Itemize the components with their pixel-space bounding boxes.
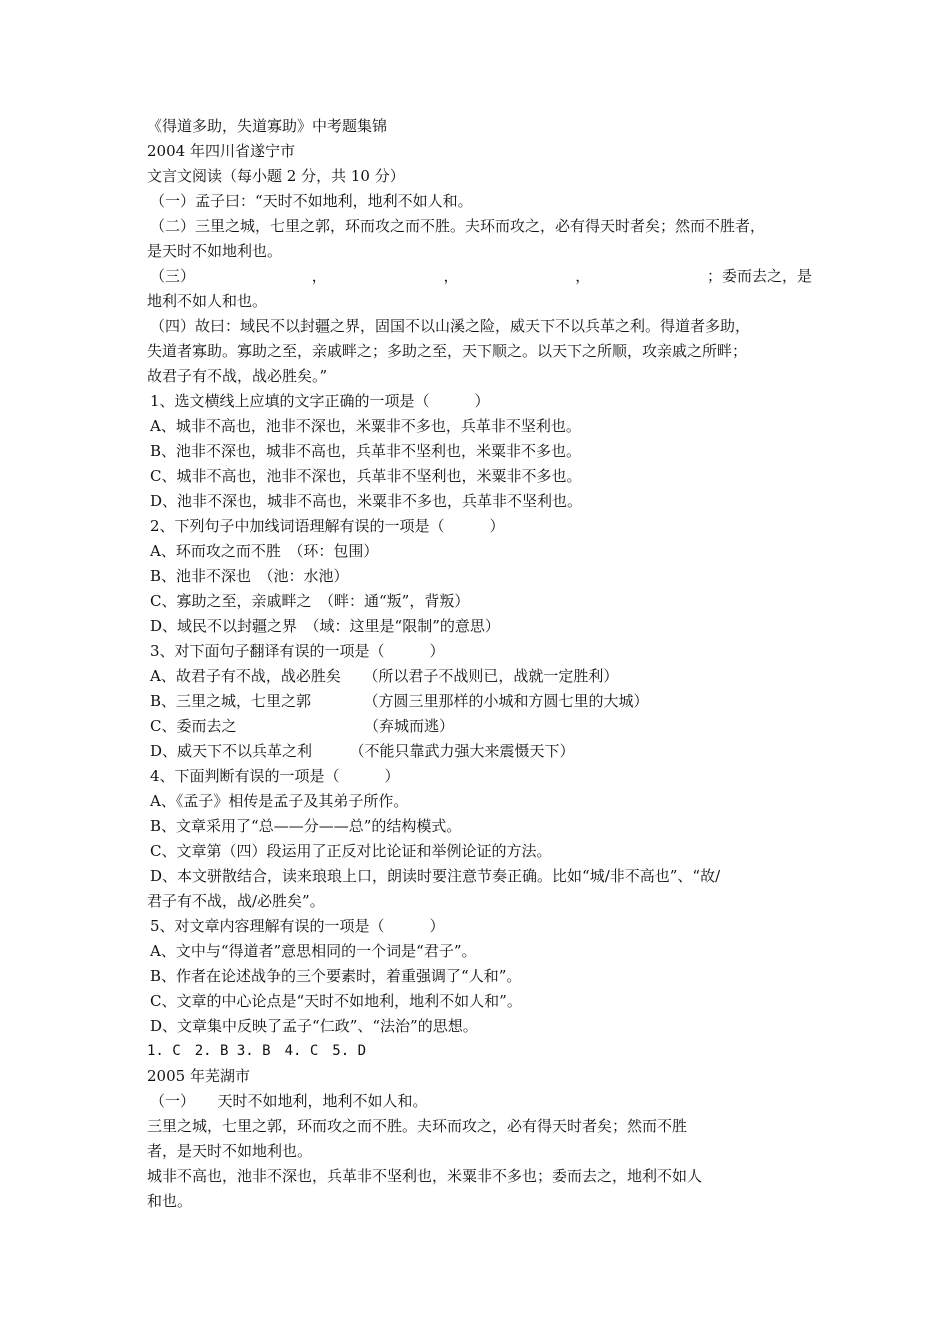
question-2: 2、下列句子中加线词语理解有误的一项是（ ） [150,517,505,535]
passage-paragraph-2-cont: 是天时不如地利也。 [147,242,283,260]
section-source-2004: 2004 年四川省遂宁市 [147,142,295,160]
question-2-option-d: D、域民不以封疆之界 （域：这里是“限制”的意思） [150,617,500,635]
question-5-option-d: D、文章集中反映了孟子“仁政”、“法治”的思想。 [150,1017,478,1035]
question-5-option-b: B、作者在论述战争的三个要素时，着重强调了“人和”。 [150,967,522,985]
question-2-option-b: B、池非不深也 （池：水池） [150,567,349,585]
blank-comma-3: ， [575,267,591,285]
question-5-option-c: C、文章的中心论点是“天时不如地利，地利不如人和”。 [150,992,522,1010]
section-source-2005: 2005 年芜湖市 [147,1067,250,1085]
paragraph-3-label: （三） [150,267,196,285]
passage-paragraph-4-cont-1: 失道者寡助。寡助之至，亲戚畔之；多助之至，天下顺之。以天下之所顺，攻亲戚之所畔； [147,342,748,360]
question-1-option-a: A、城非不高也，池非不深也，米粟非不多也，兵革非不坚利也。 [150,417,581,435]
answer-key: 1. C 2. B 3. B 4. C 5. D [147,1043,367,1059]
section-2-paragraph-1: （一） 天时不如地利，地利不如人和。 [150,1092,428,1110]
section-2-paragraph-3-cont: 和也。 [147,1192,193,1210]
section-2-paragraph-2-cont: 者，是天时不如地利也。 [147,1142,313,1160]
passage-paragraph-3-cont: 地利不如人和也。 [147,292,268,310]
question-1-option-c: C、城非不高也，池非不深也，兵革非不坚利也，米粟非不多也。 [150,467,582,485]
blank-comma-2: ， [443,267,459,285]
question-5-option-a: A、文中与“得道者”意思相同的一个词是“君子”。 [150,942,477,960]
question-5: 5、对文章内容理解有误的一项是（ ） [150,917,445,935]
question-1: 1、选文横线上应填的文字正确的一项是（ ） [150,392,490,410]
question-3: 3、对下面句子翻译有误的一项是（ ） [150,642,445,660]
passage-paragraph-3-blanks [147,264,812,289]
question-4-option-d: D、本文骈散结合，读来琅琅上口，朗读时要注意节奏正确。比如“城/非不高也”、“故/ [150,867,721,885]
question-4-option-d-cont: 君子有不战，战/必胜矣”。 [147,892,325,910]
document-body [147,114,812,1214]
question-4-option-c: C、文章第（四）段运用了正反对比论证和举例论证的方法。 [150,842,552,860]
question-2-option-a: A、环而攻之而不胜 （环：包围） [150,542,379,560]
document-title: 《得道多助，失道寡助》中考题集锦 [147,117,388,135]
question-4: 4、下面判断有误的一项是（ ） [150,767,400,785]
question-3-option-d: D、威天下不以兵革之利 （不能只靠武力强大来震慑天下） [150,742,575,760]
paragraph-3-end: ；委而去之，是 [706,267,812,285]
section-heading: 文言文阅读（每小题 2 分，共 10 分） [147,167,405,185]
section-2-paragraph-3: 城非不高也，池非不深也，兵革非不坚利也，米粟非不多也；委而去之，地利不如人 [147,1167,703,1185]
passage-paragraph-4-cont-2: 故君子有不战，战必胜矣。” [147,367,328,385]
passage-paragraph-2: （二）三里之城，七里之郭，环而攻之而不胜。夫环而攻之，必有得天时者矣；然而不胜者， [150,217,766,235]
question-2-option-c: C、寡助之至，亲戚畔之 （畔：通“叛”，背叛） [150,592,470,610]
blank-comma-1: ， [311,267,327,285]
passage-paragraph-4: （四）故曰：域民不以封疆之界，固国不以山溪之险，威天下不以兵革之利。得道者多助， [150,317,751,335]
section-2-paragraph-2: 三里之城，七里之郭，环而攻之而不胜。夫环而攻之，必有得天时者矣；然而不胜 [147,1117,688,1135]
question-4-option-b: B、文章采用了“总——分——总”的结构模式。 [150,817,462,835]
question-3-option-a: A、故君子有不战，战必胜矣 （所以君子不战则已，战就一定胜利） [150,667,619,685]
question-3-option-b: B、三里之城，七里之郭 （方圆三里那样的小城和方圆七里的大城） [150,692,649,710]
passage-paragraph-1: （一）孟子曰：“天时不如地利，地利不如人和。 [150,192,473,210]
question-4-option-a: A、《孟子》相传是孟子及其弟子所作。 [150,792,409,810]
question-1-option-d: D、池非不深也，城非不高也，米粟非不多也，兵革非不坚利也。 [150,492,583,510]
question-1-option-b: B、池非不深也，城非不高也，兵革非不坚利也，米粟非不多也。 [150,442,582,460]
question-3-option-c: C、委而去之 （弃城而逃） [150,717,454,735]
